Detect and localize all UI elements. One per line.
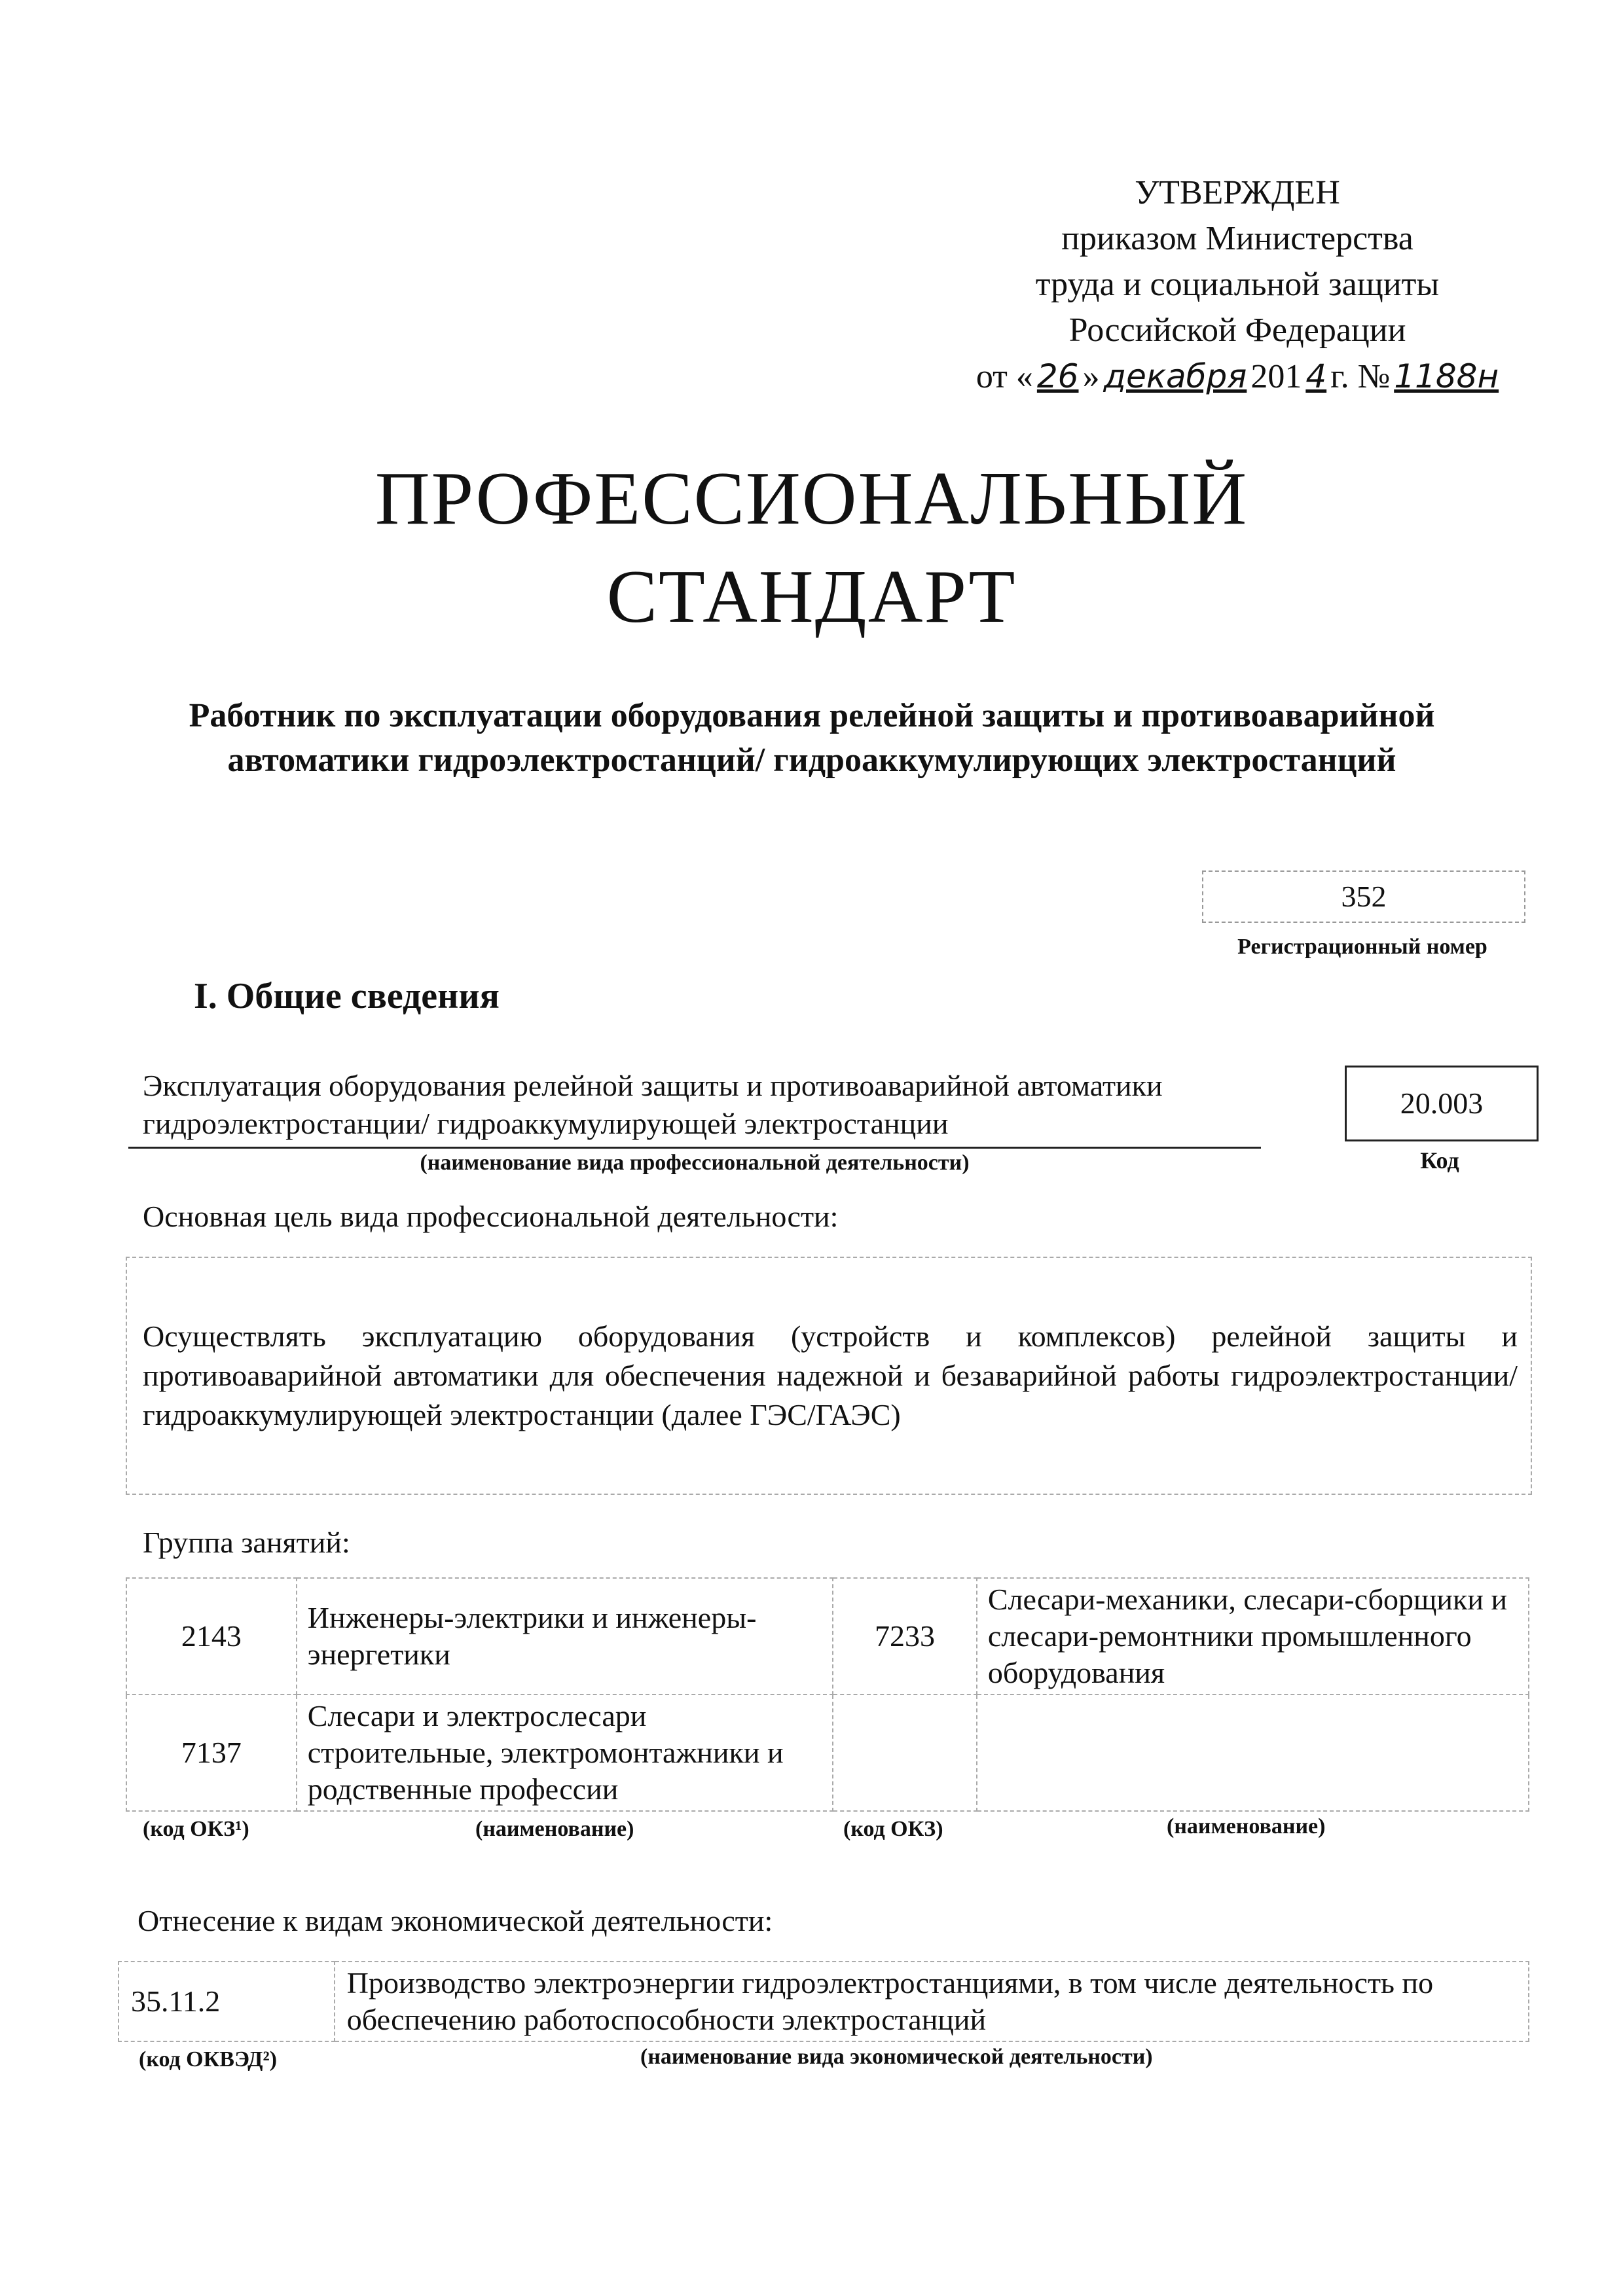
okz-code-cell: 7233: [833, 1578, 977, 1695]
registration-number-label: Регистрационный номер: [1237, 935, 1487, 959]
okz-name-cell: Инженеры-электрики и инженеры-энергетики: [297, 1578, 833, 1695]
title-line-1: ПРОФЕССИОНАЛЬНЫЙ: [374, 457, 1249, 541]
okz-name-cell: Слесари и электрослесари строительные, электромонтажники и родственные профессии: [297, 1695, 833, 1811]
section-heading: I. Общие сведения: [194, 976, 500, 1016]
activity-code-label: Код: [1420, 1147, 1459, 1174]
handwritten-month: декабря: [1103, 357, 1247, 395]
handwritten-year-digit: 4: [1305, 357, 1327, 395]
registration-number-box: 352: [1202, 870, 1525, 923]
okz-name-caption-2: (наименование): [1167, 1814, 1326, 1839]
standard-subtitle: Работник по эксплуатации оборудования релейной защиты и противоаварийной автоматики гидроэлектростанций/ гидроаккумулирующих электростанций: [189, 697, 1435, 779]
occupations-heading: Группа занятий:: [143, 1526, 350, 1559]
activity-code-box: 20.003: [1345, 1066, 1539, 1141]
okz-code-caption: (код ОКЗ¹): [143, 1817, 249, 1841]
okz-name-cell: [977, 1695, 1529, 1811]
okz-code-cell: 7137: [126, 1695, 297, 1811]
title-line-2: СТАНДАРТ: [606, 555, 1017, 639]
handwritten-day: 26: [1036, 357, 1079, 395]
approval-line-1: УТВЕРЖДЕН: [1135, 174, 1340, 211]
approval-line-3: труда и социальной защиты: [1035, 266, 1440, 303]
approval-date-line: [969, 353, 1506, 400]
okz-name-cell: Слесари-механики, слесари-сборщики и слесари-ремонтники промышленного оборудования: [977, 1578, 1529, 1695]
approval-line-4: Российской Федерации: [1068, 312, 1406, 349]
year-label: г. №: [1330, 358, 1391, 395]
table-row: [119, 1962, 1529, 2041]
activity-underline: [128, 1147, 1261, 1149]
table-row: [126, 1578, 1529, 1695]
okz-code-cell: [833, 1695, 977, 1811]
approval-line-2: приказом Министерства: [1061, 220, 1413, 257]
okved-table: [118, 1961, 1529, 2042]
okved-code-cell: 35.11.2: [119, 1962, 335, 2041]
handwritten-order-number: 1188н: [1394, 357, 1499, 395]
okved-code-caption: (код ОКВЭД²): [139, 2047, 278, 2072]
date-prefix: от «: [976, 358, 1033, 395]
okz-name-caption: (наименование): [475, 1817, 634, 1841]
activity-name: Эксплуатация оборудования релейной защиты и противоаварийной автоматики гидроэлектростанции/ гидроаккумулирующей электростанции: [143, 1069, 1163, 1140]
year-prefix: 201: [1250, 358, 1302, 395]
okz-code-caption-2: (код ОКЗ): [843, 1817, 943, 1841]
economic-heading: Отнесение к видам экономической деятельности:: [137, 1904, 773, 1937]
goal-heading: Основная цель вида профессиональной деятельности:: [143, 1200, 839, 1233]
activity-caption: (наименование вида профессиональной деятельности): [420, 1151, 970, 1175]
date-mid: »: [1082, 358, 1100, 395]
approval-block: [969, 170, 1506, 400]
occupations-table: [126, 1577, 1529, 1812]
okved-name-cell: Производство электроэнергии гидроэлектростанциями, в том числе деятельность по обеспечению работоспособности электростанций: [335, 1962, 1529, 2041]
okved-name-caption: (наименование вида экономической деятельности): [640, 2045, 1153, 2069]
goal-text: Осуществлять эксплуатацию оборудования (устройств и комплексов) релейной защиты и противоаварийной автоматики для обеспечения надежной и безаварийной работы гидроэлектростанции/ гидроаккумулирующей электростанции (далее ГЭС/ГАЭС): [143, 1319, 1518, 1431]
table-row: [126, 1695, 1529, 1811]
okz-code-cell: 2143: [126, 1578, 297, 1695]
